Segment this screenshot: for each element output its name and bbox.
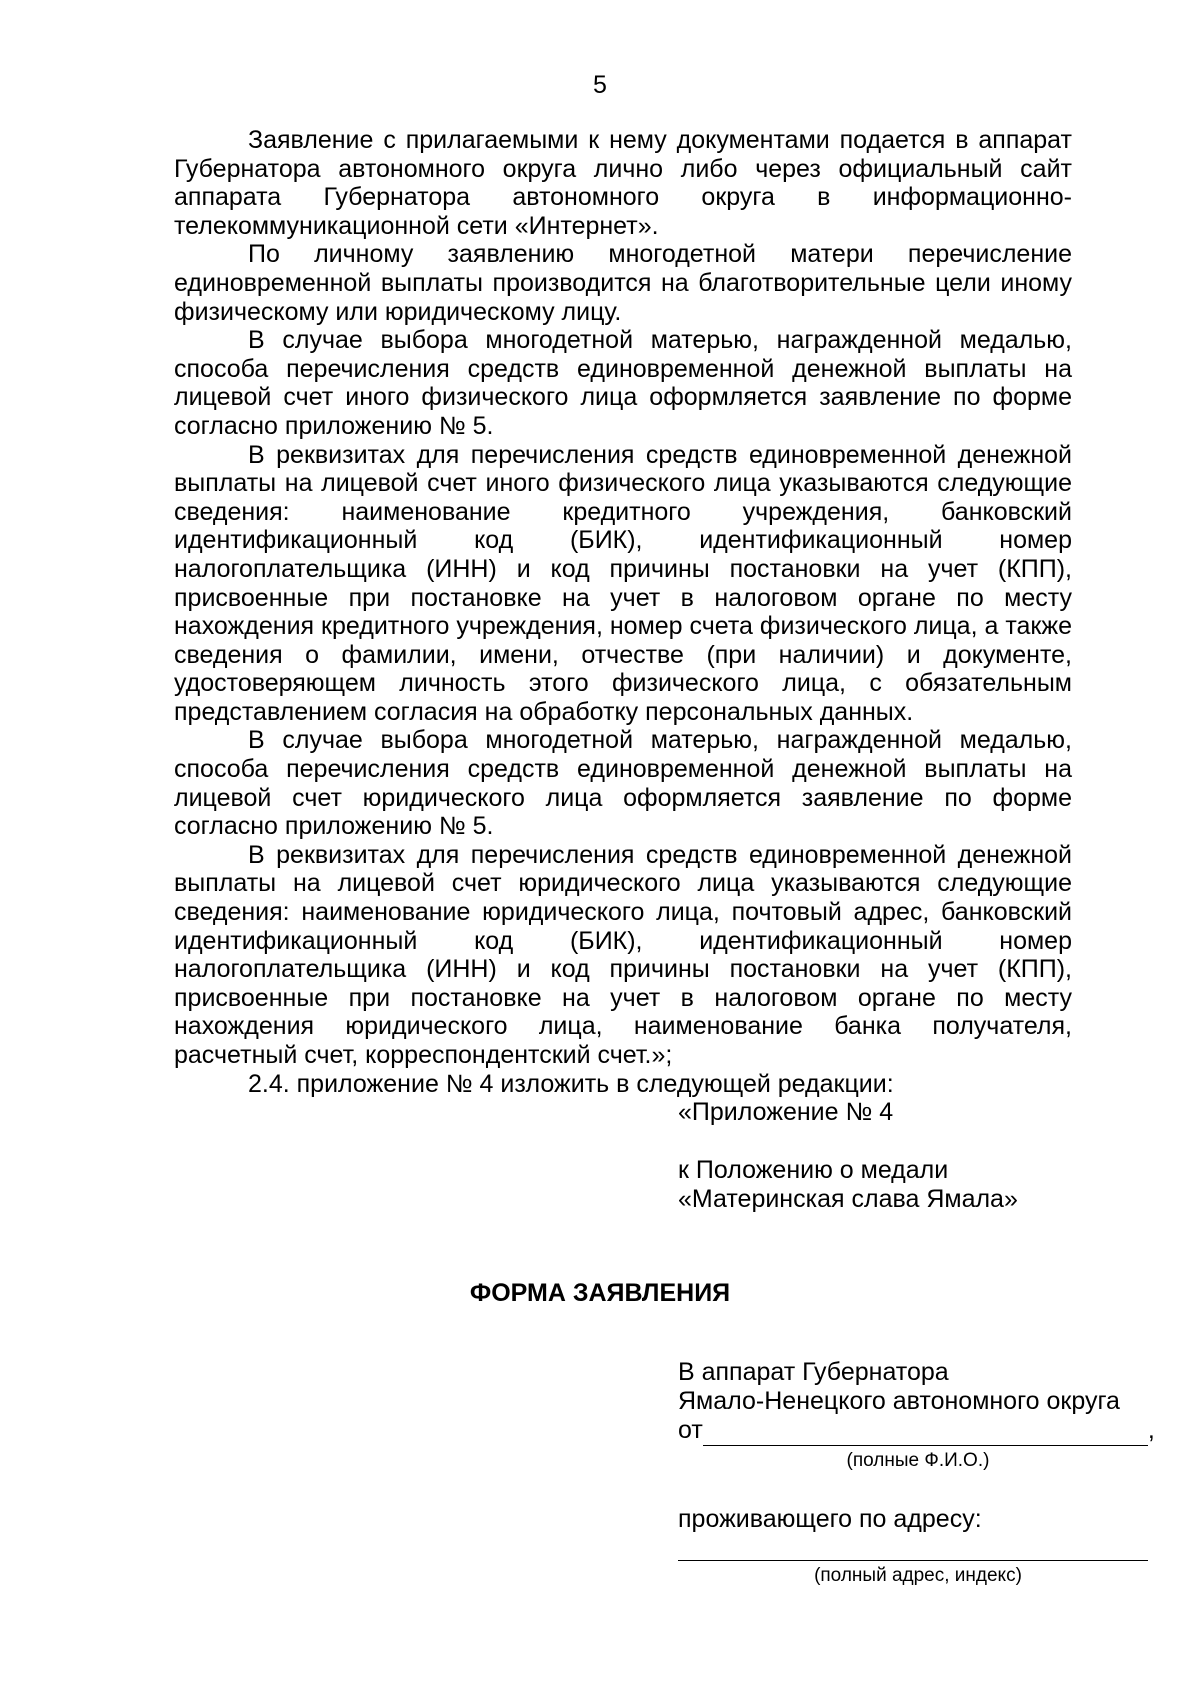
paragraph: В случае выбора многодетной матерью, награжденной медалью, способа перечисления средств единовременной денежной выплаты на лицевой счет юридического лица оформляется заявление по форме согласно приложению № 5. xyxy=(174,726,1072,841)
addressee-line: В аппарат Губернатора xyxy=(678,1358,949,1386)
paragraph: Заявление с прилагаемыми к нему документами подается в аппарат Губернатора автономного округа лично либо через официальный сайт аппарата Губернатора автономного округа в информационно-телекоммуникационной сети «Интернет». xyxy=(174,126,1072,240)
from-label: от xyxy=(678,1416,703,1444)
address-label: проживающего по адресу: xyxy=(678,1505,982,1533)
body-text xyxy=(174,126,1072,1098)
paragraph: 2.4. приложение № 4 изложить в следующей редакции: xyxy=(248,1069,894,1098)
paragraph: В случае выбора многодетной матерью, награжденной медалью, способа перечисления средств единовременной денежной выплаты на лицевой счет иного физического лица оформляется заявление по форме согласно приложению № 5. xyxy=(174,326,1072,440)
address-fill-line[interactable] xyxy=(678,1560,1148,1561)
fio-fill-line[interactable] xyxy=(703,1416,1148,1446)
addressee-line: Ямало-Ненецкого автономного округа xyxy=(678,1387,1120,1415)
appendix-number: «Приложение № 4 xyxy=(678,1098,894,1126)
form-title: ФОРМА ЗАЯВЛЕНИЯ xyxy=(469,1279,731,1307)
appendix-header xyxy=(678,1098,1018,1214)
paragraph: В реквизитах для перечисления средств единовременной денежной выплаты на лицевой счет иного физического лица указываются следующие сведения: наименование кредитного учреждения, банковский идентификационный код (БИК), идентификационный номер налогоплательщика (ИНН) и код причины постановки на учет (КПП), присвоенные при постановке на учет в налоговом органе по месту нахождения кредитного учреждения, номер счета физического лица, а также сведения о фамилии, имени, отчестве (при наличии) и документе, удостоверяющем личность этого физического лица, с обязательным представлением согласия на обработку персональных данных. xyxy=(174,440,1072,726)
from-comma: , xyxy=(1147,1416,1155,1444)
paragraph: По личному заявлению многодетной матери перечисление единовременной выплаты производится на благотворительные цели иному физическому или юридическому лицу. xyxy=(174,240,1072,326)
page-number: 5 xyxy=(593,71,607,99)
paragraph: В реквизитах для перечисления средств единовременной денежной выплаты на лицевой счет юридического лица указываются следующие сведения: наименование юридического лица, почтовый адрес, банковский идентификационный код (БИК), идентификационный номер налогоплательщика (ИНН) и код причины постановки на учет (КПП), присвоенные при постановке на учет в налоговом органе по месту нахождения юридического лица, наименование банка получателя, расчетный счет, корреспондентский счет.»; xyxy=(174,840,1072,1069)
address-caption: (полный адрес, индекс) xyxy=(814,1565,1022,1586)
from-line xyxy=(678,1416,1155,1446)
appendix-reference: к Положению о медали xyxy=(678,1156,949,1184)
appendix-medal-name: «Материнская слава Ямала» xyxy=(678,1185,1018,1213)
fio-caption: (полные Ф.И.О.) xyxy=(846,1450,990,1471)
addressee-block xyxy=(678,1358,1155,1446)
